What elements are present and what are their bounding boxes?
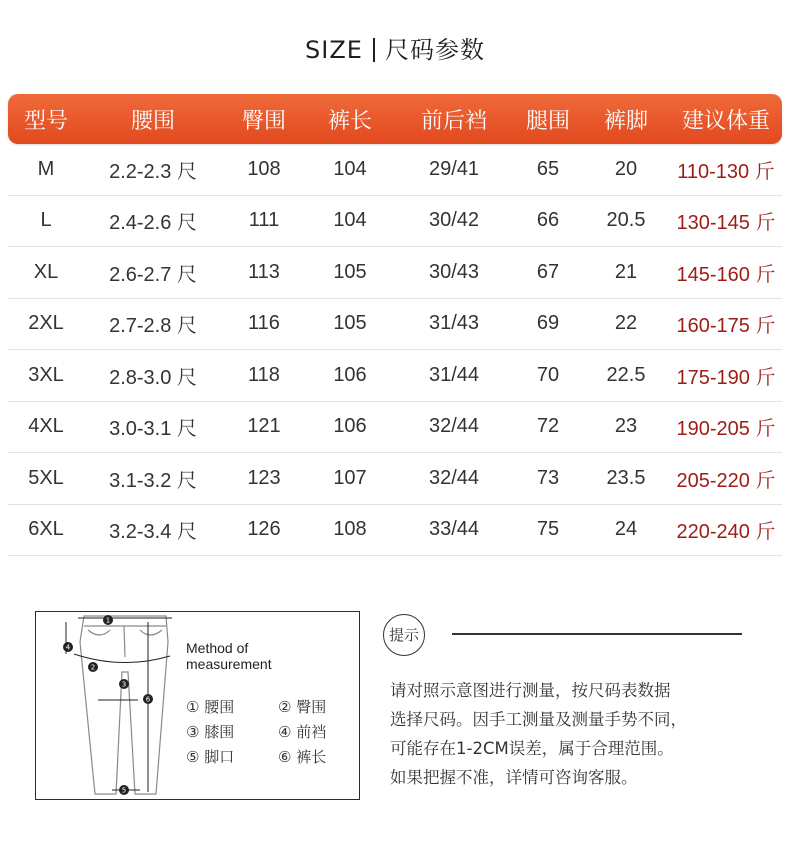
method-title (186, 640, 272, 672)
measurement-diagram (35, 611, 360, 800)
page-title (0, 30, 790, 65)
legend-length: ⑥ 裤长 (278, 748, 327, 766)
cell-hip: 113 (248, 260, 280, 283)
cell-rise: 29/41 (428, 157, 480, 180)
cell-size: 4XL (28, 415, 64, 438)
cell-length: 105 (333, 312, 367, 335)
cell-leg-opening: 23 (614, 415, 638, 438)
cell-thigh: 73 (536, 466, 560, 489)
tip-note (390, 676, 780, 792)
svg-text:5: 5 (121, 786, 127, 795)
table-row (8, 402, 782, 454)
header-leg-opening: 裤脚 (603, 108, 648, 134)
tip-line-2: 选择尺码。因手工测量及测量手势不同， (390, 710, 687, 729)
svg-text:6: 6 (145, 695, 151, 704)
header-model: 型号 (23, 108, 68, 134)
svg-text:3: 3 (121, 680, 127, 689)
table-row (8, 196, 782, 248)
cell-size: 3XL (28, 363, 64, 386)
tip-badge: 提示 (383, 614, 425, 656)
cell-size: XL (33, 260, 59, 283)
cell-thigh: 66 (536, 209, 560, 232)
cell-thigh: 67 (536, 260, 560, 283)
table-row (8, 505, 782, 557)
cell-weight: 160-175 斤 (676, 315, 776, 338)
cell-length: 104 (333, 157, 367, 180)
tip-line-3: 可能存在1-2CM误差，属于合理范围。 (390, 739, 674, 758)
cell-waist: 3.2-3.4 尺 (109, 521, 197, 544)
table-row (8, 453, 782, 505)
cell-rise: 31/43 (428, 312, 480, 335)
legend-knee: ③ 膝围 (186, 723, 235, 741)
cell-waist: 2.8-3.0 尺 (109, 366, 197, 389)
cell-leg-opening: 22.5 (606, 363, 646, 386)
measurement-legend (186, 696, 356, 767)
tip-line-1: 请对照示意图进行测量，按尺码表数据 (390, 681, 671, 700)
legend-hip: ② 臀围 (278, 698, 327, 716)
cell-weight: 110-130 斤 (677, 160, 775, 183)
title-divider (373, 38, 375, 62)
cell-leg-opening: 21 (614, 260, 638, 283)
cell-leg-opening: 20.5 (606, 209, 646, 232)
header-rise: 前后裆 (420, 108, 487, 134)
cell-hip: 123 (247, 466, 281, 489)
cell-hip: 126 (247, 518, 281, 541)
legend-waist: ① 腰围 (186, 698, 235, 716)
cell-thigh: 75 (536, 518, 560, 541)
table-row (8, 350, 782, 402)
cell-weight: 130-145 斤 (676, 212, 776, 235)
cell-leg-opening: 24 (614, 518, 638, 541)
title-chinese: 尺码参数 (384, 36, 485, 64)
table-body (8, 144, 782, 556)
cell-hip: 118 (248, 363, 280, 386)
header-length: 裤长 (327, 108, 372, 134)
cell-length: 107 (333, 466, 367, 489)
cell-rise: 32/44 (428, 466, 480, 489)
cell-leg-opening: 20 (614, 157, 638, 180)
header-weight: 建议体重 (681, 108, 770, 134)
cell-hip: 116 (248, 312, 280, 335)
cell-hip: 111 (248, 209, 280, 232)
legend-leg-opening: ⑤ 脚口 (186, 748, 235, 766)
cell-weight: 205-220 斤 (676, 469, 776, 492)
cell-hip: 108 (247, 157, 281, 180)
legend-rise: ④ 前裆 (278, 723, 327, 741)
cell-waist: 2.2-2.3 尺 (109, 160, 197, 183)
cell-waist: 2.6-2.7 尺 (109, 263, 197, 286)
cell-weight: 220-240 斤 (676, 521, 776, 544)
title-size: SIZE (305, 36, 363, 64)
cell-weight: 190-205 斤 (676, 418, 776, 441)
cell-length: 108 (333, 518, 367, 541)
cell-size: M (37, 157, 55, 180)
table-row (8, 299, 782, 351)
cell-thigh: 72 (536, 415, 560, 438)
cell-waist: 3.1-3.2 尺 (109, 469, 197, 492)
tip-line-4: 如果把握不准，详情可咨询客服。 (390, 768, 638, 787)
size-table (8, 94, 782, 556)
cell-length: 105 (333, 260, 367, 283)
cell-thigh: 70 (536, 363, 560, 386)
cell-thigh: 65 (536, 157, 560, 180)
cell-length: 104 (333, 209, 367, 232)
cell-leg-opening: 23.5 (606, 466, 646, 489)
method-line-1: Method of (186, 640, 249, 656)
header-waist: 腰围 (130, 108, 175, 134)
svg-text:1: 1 (105, 616, 111, 625)
cell-size: L (40, 209, 52, 232)
table-row (8, 247, 782, 299)
cell-hip: 121 (247, 415, 281, 438)
cell-rise: 32/44 (428, 415, 480, 438)
cell-waist: 3.0-3.1 尺 (109, 418, 197, 441)
cell-weight: 145-160 斤 (676, 263, 776, 286)
table-header (8, 94, 782, 144)
cell-thigh: 69 (536, 312, 560, 335)
header-thigh: 腿围 (525, 108, 570, 134)
cell-length: 106 (333, 363, 367, 386)
table-row (8, 144, 782, 196)
cell-size: 5XL (28, 466, 64, 489)
cell-rise: 30/43 (428, 260, 480, 283)
cell-rise: 30/42 (428, 209, 480, 232)
tip-divider (452, 633, 742, 635)
cell-waist: 2.4-2.6 尺 (109, 212, 197, 235)
cell-waist: 2.7-2.8 尺 (109, 315, 197, 338)
cell-leg-opening: 22 (614, 312, 638, 335)
header-hip: 臀围 (241, 108, 286, 134)
svg-text:2: 2 (90, 663, 96, 672)
cell-weight: 175-190 斤 (676, 366, 776, 389)
method-line-2: measurement (186, 656, 272, 672)
cell-size: 6XL (28, 518, 64, 541)
cell-size: 2XL (28, 312, 64, 335)
cell-length: 106 (333, 415, 367, 438)
cell-rise: 31/44 (428, 363, 480, 386)
svg-text:4: 4 (65, 643, 71, 652)
cell-rise: 33/44 (428, 518, 480, 541)
